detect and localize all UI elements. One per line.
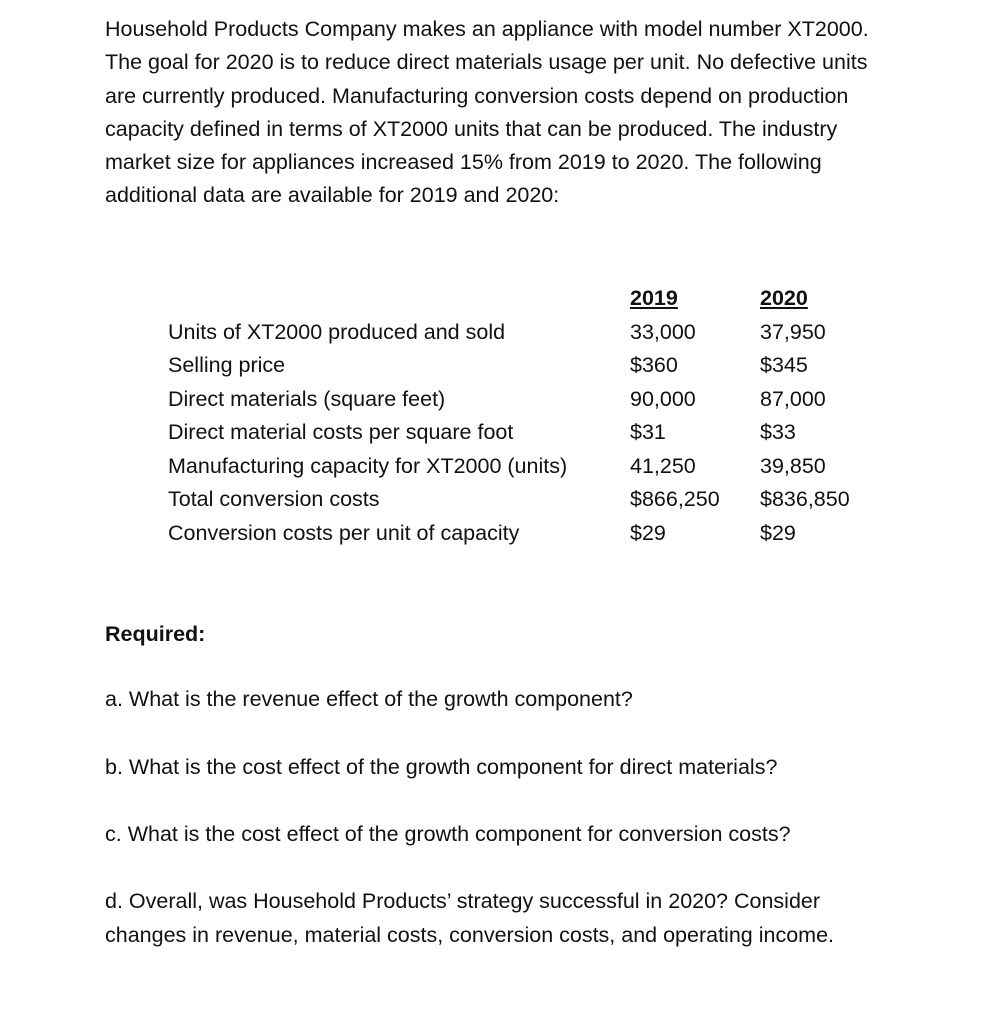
value-2020: $29 (760, 520, 796, 545)
row-label: Conversion costs per unit of capacity (168, 520, 520, 545)
value-2020: 37,950 (760, 319, 826, 344)
row-label: Total conversion costs (168, 487, 380, 511)
table-row (168, 450, 890, 484)
value-2019: 41,250 (630, 453, 696, 478)
table-header-row (168, 282, 890, 316)
value-2019: $29 (630, 520, 666, 545)
value-2019: 90,000 (630, 386, 696, 411)
required-heading: Required: (105, 622, 206, 646)
value-2019: 33,000 (630, 319, 696, 344)
table-row (168, 416, 890, 450)
value-2019: $31 (630, 420, 666, 444)
row-label: Selling price (168, 353, 286, 377)
table-row (168, 316, 890, 350)
row-label: Manufacturing capacity for XT2000 (units) (168, 453, 568, 478)
row-label: Direct materials (square feet) (168, 386, 446, 411)
question-b: b. What is the cost effect of the growth component for direct materials? (105, 755, 778, 779)
table-row (168, 517, 890, 551)
header-2020: 2020 (760, 286, 808, 310)
question-c: c. What is the cost effect of the growth component for conversion costs? (105, 822, 791, 846)
table-row (168, 483, 890, 517)
data-table (168, 282, 890, 550)
row-label: Units of XT2000 produced and sold (168, 319, 506, 344)
table-row (168, 383, 890, 417)
table-row (168, 349, 890, 383)
question-a: a. What is the revenue effect of the growth component? (105, 687, 633, 711)
question-d: d. Overall, was Household Products’ strategy successful in 2020? Consider changes in revenue, material costs, conversion costs, and operating income. (105, 889, 835, 947)
value-2020: 87,000 (760, 386, 826, 411)
value-2019: $866,250 (630, 487, 720, 511)
header-label (168, 282, 630, 316)
value-2020: $836,850 (760, 487, 850, 511)
intro-paragraph: Household Products Company makes an appliance with model number XT2000. The goal for 2020 is to reduce direct materials usage per unit. No defective units are currently produced. Manufacturing conversion costs depend on production capacity defined in terms of XT2000 units that can be produced. The industry market size for appliances increased 15% from 2019 to 2020. The following additional data are available for 2019 and 2020: (105, 17, 869, 208)
header-2019: 2019 (630, 286, 678, 310)
value-2020: 39,850 (760, 453, 826, 478)
value-2020: $345 (760, 353, 808, 377)
row-label: Direct material costs per square foot (168, 420, 514, 444)
value-2019: $360 (630, 353, 678, 377)
value-2020: $33 (760, 420, 796, 444)
